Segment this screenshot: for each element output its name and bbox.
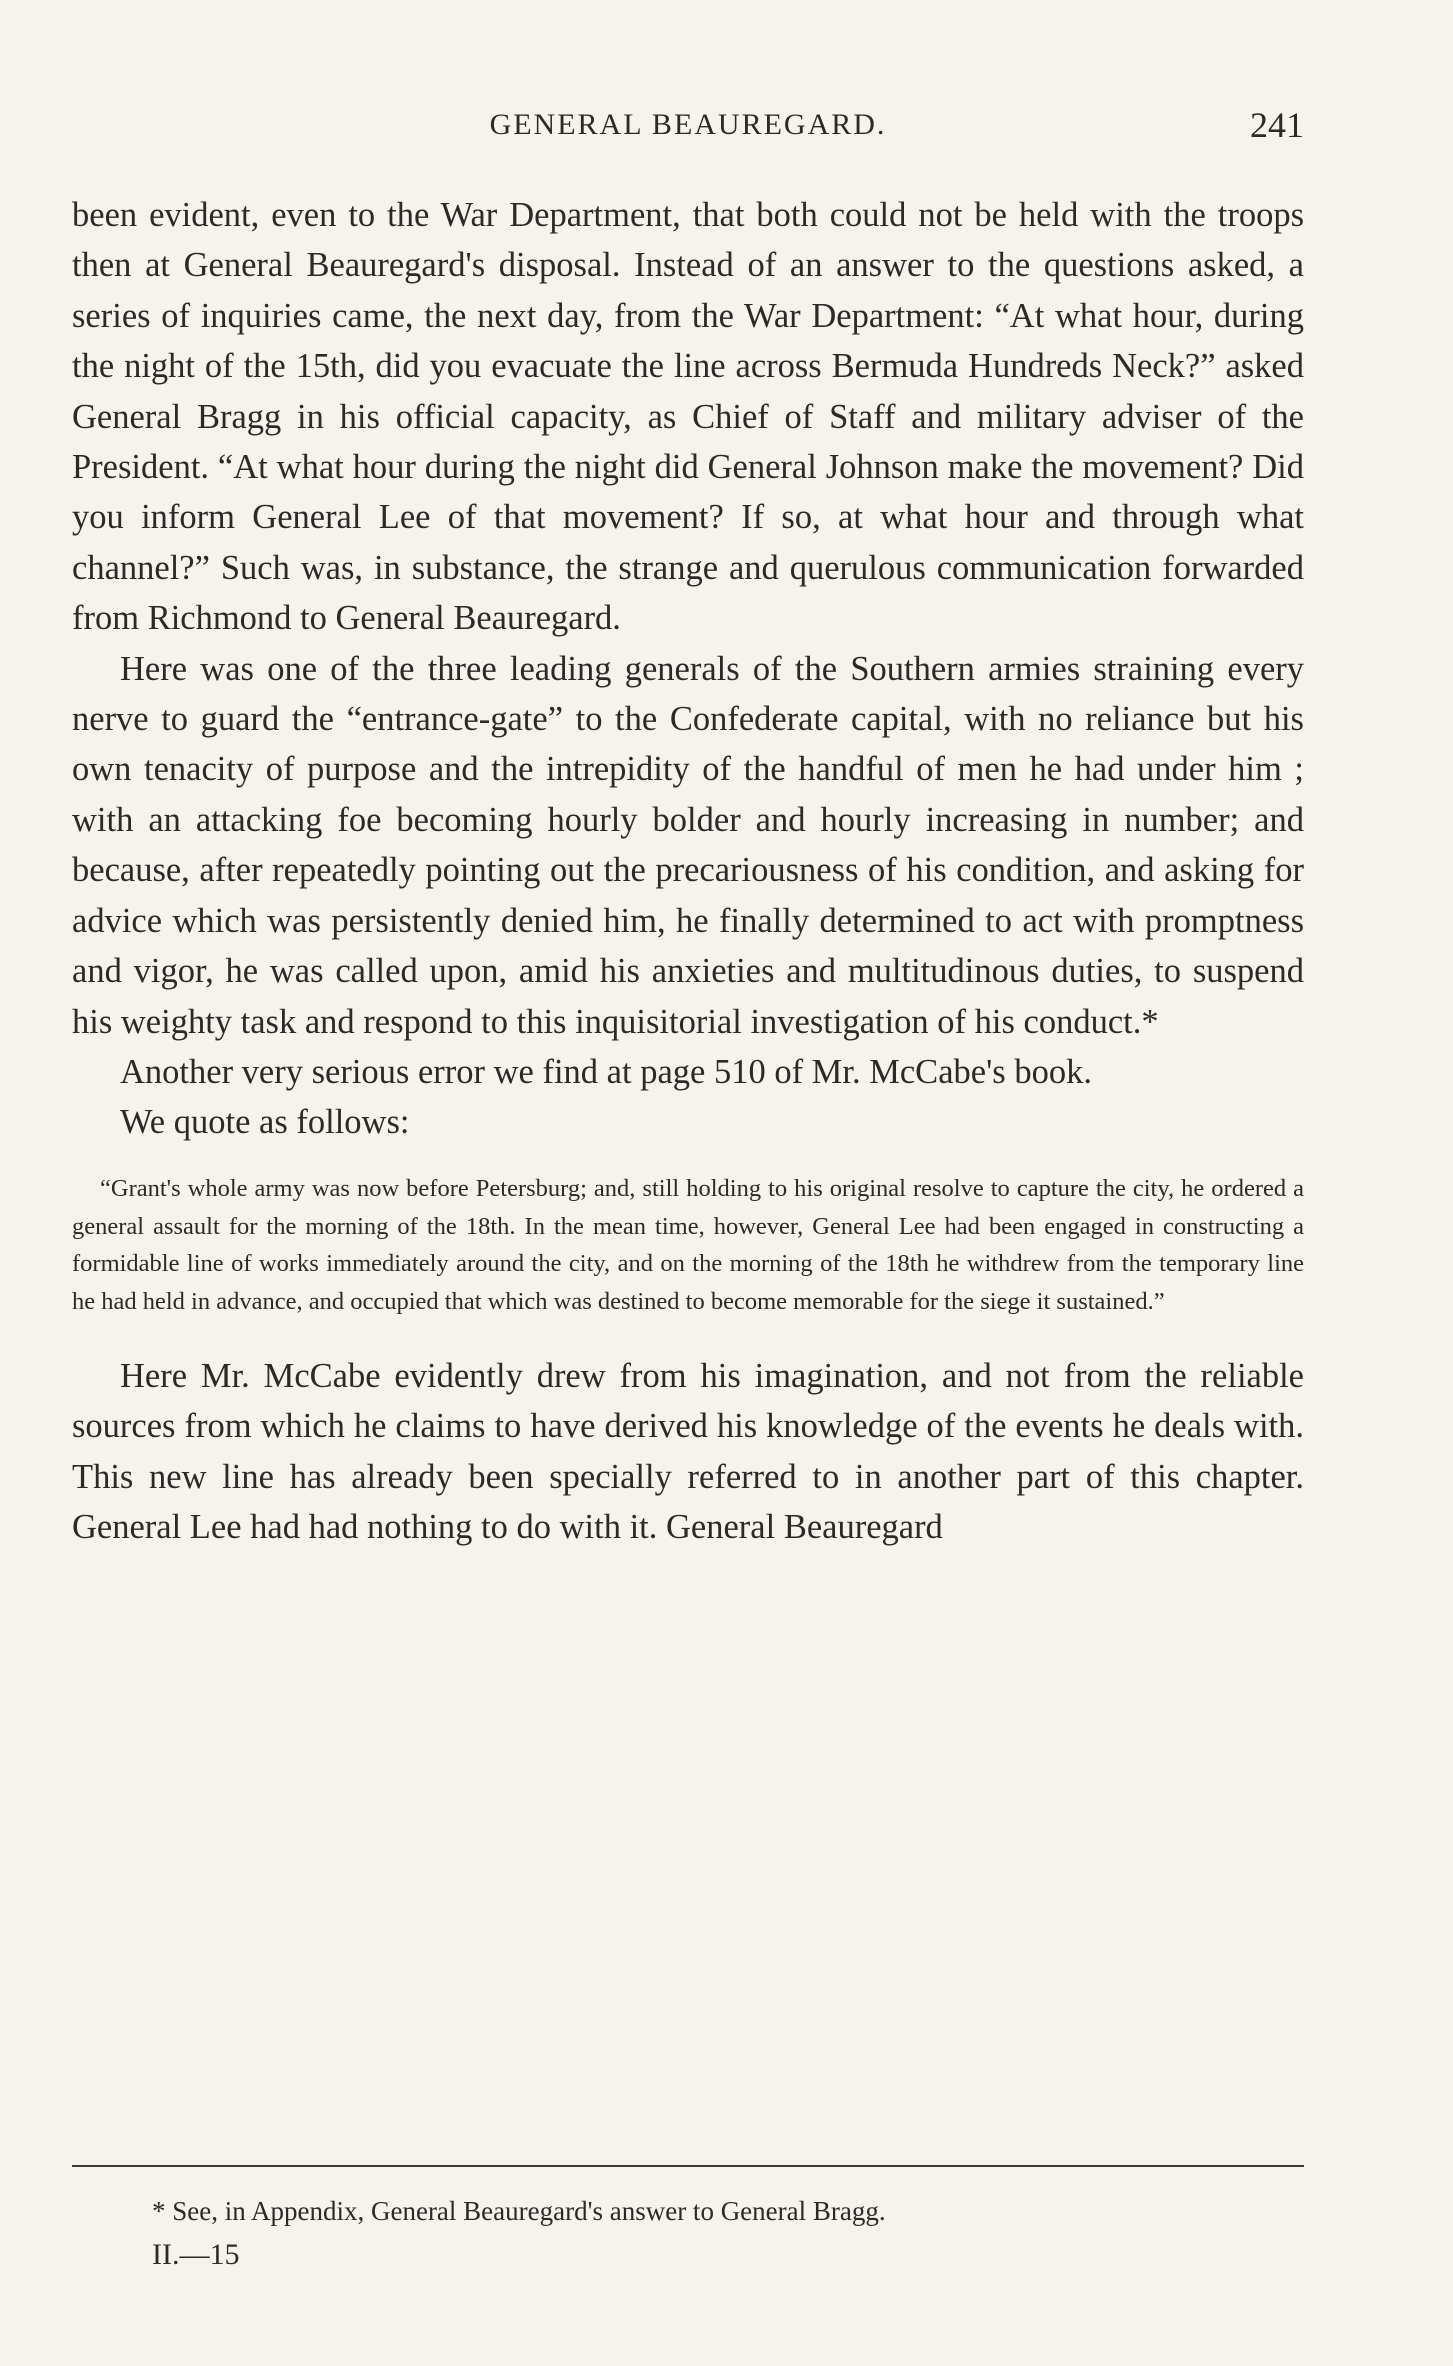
paragraph-another-error: Another very serious error we find at page 510 of Mr. McCabe's book. xyxy=(120,1052,1092,1091)
footnote-rule xyxy=(72,2165,1304,2167)
block-quote: “Grant's whole army was now before Petersburg; and, still holding to his original resolve to capture the city, he ordered a general assault for the morning of the 18th. In the mean time, however, General Lee had been engaged in constructing a formidable line of works immediately around the city, and on the morning of the 18th he withdrew from the temporary line he had held in advance, and occupied that which was destined to become memorable for the siege it sustained.” xyxy=(72,1174,1304,1316)
footnote: * See, in Appendix, General Beauregard's answer to General Bragg. xyxy=(152,2196,886,2226)
paragraph-here-was: Here was one of the three leading generals of the Southern armies straining every nerve to guard the “entrance-gate” to the Confederate capital, with no reliance but his own tenacity of purpose and the intrepidity of the handful of men he had under him ; with an attacking foe becoming hourly bolder and hourly increasing in number; and because, after repeatedly pointing out the precariousness of his condition, and asking for advice which was persistently denied him, he finally determined to act with promptness and vigor, he was called upon, amid his anxieties and multitudinous duties, to suspend his weighty task and respond to this inquisitorial investigation of his conduct.* xyxy=(72,649,1304,1041)
paragraph-mccabe: Here Mr. McCabe evidently drew from his imagination, and not from the reliable sources from which he claims to have derived his knowledge of the events he deals with. This new line has already been specially referred to in another part of this chapter. General Lee had had nothing to do with it. General Beauregard xyxy=(72,1356,1304,1547)
page-number: 241 xyxy=(1250,105,1304,145)
running-head: GENERAL BEAUREGARD. xyxy=(489,108,887,141)
body-text xyxy=(72,190,1304,1553)
signature-mark: II.—15 xyxy=(152,2238,240,2271)
paragraph-we-quote: We quote as follows: xyxy=(120,1103,410,1142)
paragraph-continuation: been evident, even to the War Department, that both could not be held with the troops then at General Beauregard's disposal. Instead of an answer to the questions asked, a series of inquiries came, the next day, from the War Department: “At what hour, during the night of the 15th, did you evacuate the line across Bermuda Hundreds Neck?” asked General Bragg in his official capacity, as Chief of Staff and military adviser of the President. “At what hour during the night did General Johnson make the movement? Did you inform General Lee of that movement? If so, at what hour and through what channel?” Such was, in substance, the strange and querulous communication forwarded from Richmond to General Beauregard. xyxy=(72,196,1304,638)
book-page xyxy=(72,0,1304,2366)
page-header xyxy=(72,105,1304,148)
